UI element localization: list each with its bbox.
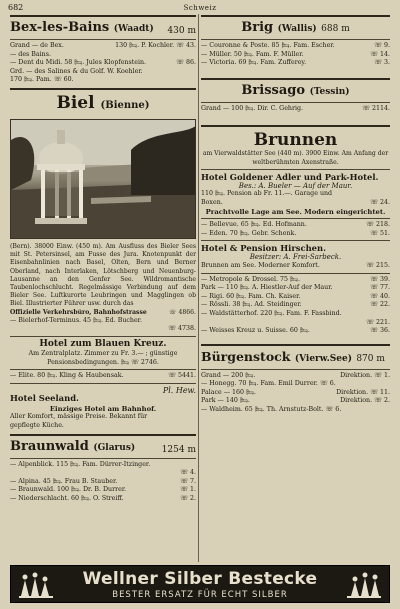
banner-subtitle: BESTER ERSATZ FÜR ECHT SILBER: [112, 590, 288, 600]
listing-text: — Rigi. 60 🛏. Fam. Ch. Kaiser.: [201, 292, 301, 300]
brig-listing: [201, 42, 390, 68]
blauen-line-2: Pensionsbedingungen. 🛏 ☏ 2746.: [47, 358, 159, 366]
listing-line: [10, 51, 196, 60]
brunnen-intro: am Vierwaldstätter See (440 m). 3900 Einw. Am Anfang der weltberühmten Axenstraße.: [202, 150, 389, 166]
listing-line: [201, 284, 390, 293]
listing-line: [10, 461, 196, 470]
listing-tel: ☏ 221.: [366, 318, 390, 326]
bex-town: Bex-les-Bains: [10, 20, 110, 35]
brissago-town: Brissago: [241, 82, 306, 98]
divider: [201, 344, 390, 346]
elite-tel: ☏ 5441.: [168, 372, 196, 380]
listing-text: — Honegg. 70 🛏. Fam. Emil Durrer. ☏ 6.: [201, 380, 336, 388]
bex-altitude: 430 m: [167, 26, 196, 36]
divider: [201, 125, 390, 127]
brig-heading: [201, 20, 390, 37]
bex-region: (Waadt): [113, 24, 154, 34]
listing-text: Grand — 100 🛏. Dir. C. Gehrig.: [201, 104, 304, 112]
listing-text: Park — 140 🛏.: [201, 397, 250, 405]
listing-tel: 130 🛏. P. Kochler. ☏ 43.: [115, 42, 196, 49]
biel-region: (Bienne): [100, 99, 150, 111]
listing-line: [201, 59, 390, 68]
biel-photo: [10, 119, 196, 239]
listing-text: — Braunwald. 100 🛏. Dr. B. Durrer.: [10, 486, 127, 494]
seeland-sub: Einziges Hotel am Bahnhof.: [49, 404, 157, 413]
brissago-listing: [201, 105, 390, 114]
listing-text: — Victoria. 69 🛏. Fam. Zufferey.: [201, 59, 307, 67]
bielerhof-line: [10, 317, 196, 326]
hirschen-line: [201, 262, 390, 271]
listing-line: [201, 301, 390, 310]
adler-sub: Prachtvolle Lage am See. Modern eingerichtet.: [205, 207, 386, 216]
listing-text: 170 🛏. Pam. ☏ 60.: [10, 76, 74, 84]
brig-town: Brig: [241, 20, 274, 35]
listing-text: — Bellevue. 65 🛏. Ed. Hofmann.: [201, 221, 307, 229]
listing-text: Palace — 160 🛏.: [201, 388, 257, 396]
brunnen-town: Brunnen: [253, 130, 338, 151]
listing-text: — Niederschlacht. 60 🛏. O. Streiff.: [10, 494, 124, 502]
brunnen-listing-2: [201, 276, 390, 336]
buergenstock-heading: [201, 349, 390, 367]
listing-line: [10, 42, 196, 51]
listing-tel: ☏ 22.: [370, 301, 390, 309]
listing-line: [201, 230, 390, 239]
page-number: 682: [8, 3, 24, 12]
divider: [201, 218, 390, 219]
brunnen-listing-1: [201, 221, 390, 238]
listing-line: [201, 327, 390, 336]
listing-line: [201, 310, 390, 319]
listing-tel: ☏ 3.: [374, 59, 390, 67]
braunwald-listing: [10, 461, 196, 504]
biel-description: (Bern). 38000 Einw. (450 m). Am Ausfluss des Bieler Sees mit St. Petersinsel, am Fusse des Jura. Knotenpunkt der Eisenbahnlinien nach Basel, Olten, Bern und Berner Oberland, nach Interlaken, Lötschberg und Neuenburg-Lausanne an den Genfer See. Wildromantische Taubenlochschlucht. Regelmässige Verbindung auf dem Bieler See. Luftkurorte Leubringen und Magglingen ob Biel. Illustrierter Führer usw. durch das: [10, 242, 196, 308]
elite-text: — Elite. 80 🛏. Kling & Haubensak.: [10, 372, 124, 380]
bielerhof-tel: ☏ 4738.: [168, 325, 196, 333]
listing-tel: ☏ 4.: [180, 469, 196, 477]
adler-title: Hotel Goldener Adler und Park-Hotel.: [201, 171, 379, 182]
listing-tel: ☏ 1.: [180, 486, 196, 494]
column-divider: [198, 14, 199, 562]
advertisement-banner: [10, 565, 390, 603]
adler-line-2: [201, 199, 390, 208]
listing-tel: ☏ 9.: [374, 42, 390, 49]
listing-text: — Alpina. 45 🛏. Frau B. Stauber.: [10, 477, 118, 485]
seeland-owner: Pl. Hew.: [162, 385, 196, 395]
bielerhof-tel-line: [10, 325, 196, 334]
brunnen-heading: [201, 130, 390, 150]
listing-line: [201, 380, 390, 389]
blauen-line-1: Am Zentralplatz. Zimmer zu Fr. 3.— ; günstige: [28, 349, 178, 357]
listing-line: [201, 293, 390, 302]
hirschen-title: Hotel & Pension Hirschen.: [201, 243, 326, 254]
divider: [10, 336, 196, 337]
listing-line: [201, 397, 390, 406]
listing-text: — Alpenblick. 115 🛏. Fam. Dürrer-Itzinger.: [10, 460, 151, 468]
brig-region: (Wallis): [277, 24, 317, 34]
adler-owner: Bes.: A. Bueler — Auf der Maur.: [238, 181, 353, 190]
top-rule: [10, 15, 196, 17]
braunwald-heading: [10, 439, 196, 456]
divider: [10, 383, 196, 384]
listing-line: [201, 42, 390, 51]
left-column: [10, 12, 196, 504]
biel-heading: [10, 93, 196, 116]
biel-office: Offizielle Verkehrsbüro, Bahnhofstrasse: [10, 308, 147, 316]
seeland-line-2: gepflegte Küche.: [10, 421, 64, 429]
blauen-kreuz-title: Hotel zum Blauen Kreuz.: [39, 338, 167, 349]
pavilion-illustration: [11, 120, 196, 239]
top-rule: [201, 15, 390, 17]
adler-line-1: 110 🛏. Pension ab Fr. 11.—. Garage und: [201, 190, 333, 198]
listing-line: [10, 59, 196, 68]
adler-line-2-text: Boxen.: [201, 198, 223, 206]
braunwald-town: Braunwald: [10, 438, 89, 454]
listing-tel: ☏ 7.: [180, 477, 196, 485]
bielerhof-text: — Bielerhof-Terminus. 45 🛏. Ed. Bucher.: [10, 316, 143, 324]
bex-listing: [10, 42, 196, 85]
elite-line: [10, 372, 196, 381]
listing-tel: ☏ 36.: [370, 327, 390, 335]
listing-text: — Müller. 50 🛏. Fam. F. Müller.: [201, 50, 304, 58]
hirschen-tel: ☏ 215.: [366, 261, 390, 269]
brig-altitude: 688 m: [321, 24, 350, 34]
listing-text: — Dent du Midi. 58 🛏. Jules Klopfenstein.: [10, 59, 147, 67]
buergenstock-listing: [201, 372, 390, 415]
braunwald-altitude: 1254 m: [161, 444, 196, 455]
listing-tel: ☏ 14.: [370, 50, 390, 58]
listing-text: — Rössli. 38 🛏. Ad. Steidinger.: [201, 301, 302, 309]
listing-line: [201, 276, 390, 285]
buergenstock-town: Bürgenstock: [201, 348, 291, 364]
listing-line: [10, 68, 196, 77]
divider: [201, 169, 390, 170]
listing-tel: ☏ 218.: [366, 221, 390, 229]
divider: [10, 88, 196, 90]
divider: [201, 240, 390, 241]
listing-tel: Direktion. ☏ 2.: [340, 397, 390, 405]
listing-text: — Couronne & Poste. 85 🛏. Fam. Escher.: [201, 42, 335, 49]
braunwald-region: (Glarus): [93, 442, 136, 453]
biel-office-line: [10, 309, 196, 317]
hirschen-owner: Besitzer: A. Frei-Sarbeck.: [249, 253, 342, 262]
listing-text: Grand — 200 🛏.: [201, 371, 256, 379]
listing-tel: ☏ 2114.: [362, 104, 390, 112]
divider: [10, 458, 196, 459]
listing-line: [201, 372, 390, 381]
listing-line: [10, 495, 196, 504]
brissago-region: (Tessin): [309, 86, 350, 97]
listing-tel: ☏ 86.: [176, 59, 196, 67]
seeland-title: Hotel Seeland.: [10, 392, 79, 403]
listing-line: [201, 221, 390, 230]
listing-tel: ☏ 40.: [370, 292, 390, 300]
seeland-line-1: Aller Komfort, mässige Preise. Bekannt für: [10, 413, 148, 421]
listing-text: — des Bains.: [10, 50, 51, 58]
listing-text: Grd. — des Salines & du Golf. W. Koehler.: [10, 67, 143, 75]
listing-line: [10, 469, 196, 478]
running-head: Schweiz: [183, 4, 217, 12]
listing-tel: ☏ 39.: [370, 275, 390, 283]
listing-tel: Direktion. ☏ 1.: [340, 371, 390, 379]
listing-tel: Direktion. ☏ 11.: [336, 388, 390, 396]
divider: [201, 273, 390, 274]
bex-heading: [10, 20, 196, 37]
buergenstock-altitude: 870 m: [356, 353, 385, 364]
hirschen-text: Brunnen am See. Moderner Komfort.: [201, 261, 320, 269]
listing-line: [10, 478, 196, 487]
seeland-heading: [10, 386, 196, 405]
divider: [10, 434, 196, 436]
buergenstock-region: (Vierw.See): [294, 353, 352, 364]
listing-text: Park — 110 🛏. A. Hiestler-Auf der Maur.: [201, 284, 333, 292]
listing-line: [201, 389, 390, 398]
brissago-heading: [201, 83, 390, 100]
listing-line: [201, 105, 390, 114]
listing-text: — Waldheim. 65 🛏. Th. Arnstutz-Bolt. ☏ 6.: [201, 406, 342, 414]
divider: [201, 369, 390, 370]
listing-text: — Metropole & Drossel. 75 🛏.: [201, 275, 301, 283]
listing-line: [201, 51, 390, 60]
divider: [10, 369, 196, 370]
listing-tel: ☏ 77.: [370, 284, 390, 292]
listing-text: Grand — de Bex.: [10, 42, 64, 49]
listing-tel: ☏ 51.: [370, 229, 390, 237]
listing-line: [10, 486, 196, 495]
listing-text: — Waldstätterhof. 220 🛏. Fam. F. Fassbind.: [201, 309, 342, 317]
right-column: [201, 12, 390, 415]
divider: [10, 39, 196, 40]
biel-office-tel: ☏ 4866.: [168, 308, 196, 316]
listing-line: [10, 76, 196, 85]
listing-text: — Eden. 70 🛏. Gebr. Schenk.: [201, 229, 297, 237]
banner-title: Wellner Silber Bestecke: [82, 569, 318, 589]
listing-line: [201, 406, 390, 415]
adler-tel: ☏ 24.: [370, 198, 390, 206]
listing-line: [201, 319, 390, 328]
biel-town: Biel: [56, 92, 95, 113]
divider: [201, 102, 390, 103]
divider: [201, 39, 390, 40]
listing-text: — Weisses Kreuz u. Suisse. 60 🛏.: [201, 327, 310, 335]
divider: [201, 78, 390, 80]
listing-tel: ☏ 2.: [180, 494, 196, 502]
